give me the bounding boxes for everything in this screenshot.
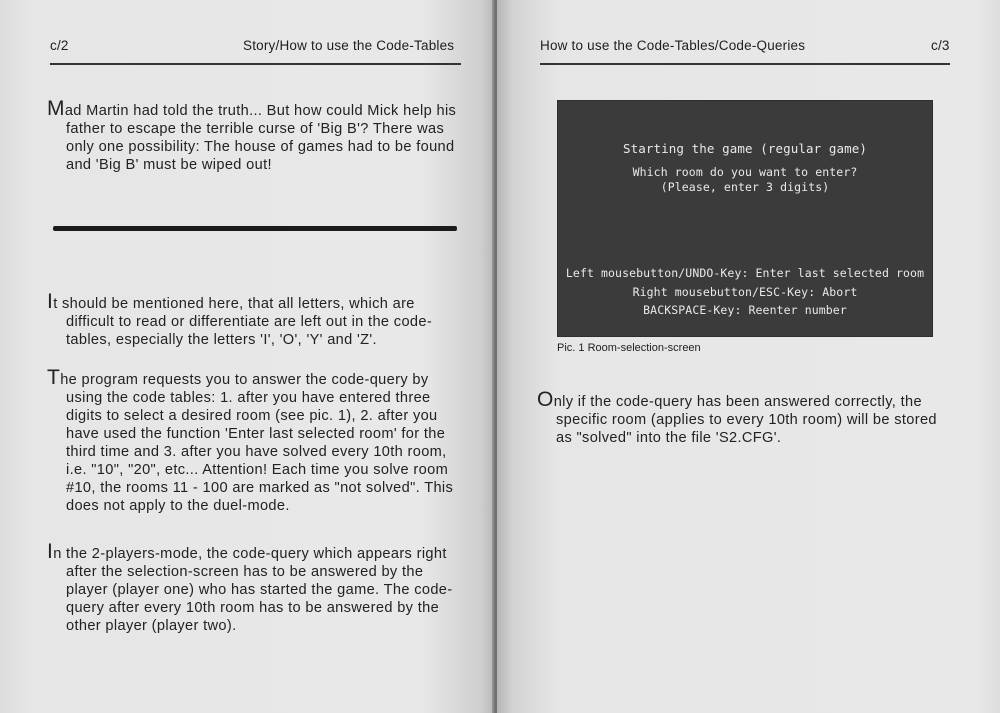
drop-cap: M	[47, 97, 65, 120]
paragraph-text: t should be mentioned here, that all letters, which are difficult to read or differentiate are left out in the code-tables, especially the letters 'I', 'O', 'Y' and 'Z'.	[53, 296, 433, 348]
left-page-number: c/2	[50, 38, 69, 53]
screen-help-backspace: BACKSPACE-Key: Reenter number	[643, 303, 847, 317]
right-header-rule	[540, 63, 950, 65]
screen-help-abort: Right mousebutton/ESC-Key: Abort	[632, 285, 858, 299]
room-selection-screenshot	[557, 100, 933, 337]
right-page-number: c/3	[931, 38, 950, 53]
screen-prompt-hint: (Please, enter 3 digits)	[660, 180, 830, 194]
figure-caption: Pic. 1 Room-selection-screen	[557, 342, 701, 354]
letters-paragraph	[47, 290, 465, 349]
section-divider	[53, 226, 457, 231]
paragraph-text: ad Martin had told the truth... But how could Mick help his father to escape the terrible curse of 'Big B'? There was only one possibility: The house of games had to be found and 'Big B' must be wiped out!	[64, 103, 457, 173]
screen-heading: Starting the game (regular game)	[622, 141, 868, 156]
drop-cap: T	[47, 366, 61, 389]
right-page	[497, 0, 1000, 713]
story-paragraph	[47, 97, 465, 174]
two-players-paragraph	[47, 540, 465, 635]
paragraph-text: nly if the code-query has been answered correctly, the specific room (applies to every 10th room) will be stored as "solved" into the file 'S2.CFG'.	[553, 394, 937, 446]
screen-help-undo: Left mousebutton/UNDO-Key: Enter last selected room	[565, 266, 925, 280]
drop-cap: I	[47, 290, 54, 313]
right-page-title: How to use the Code-Tables/Code-Queries	[540, 38, 806, 53]
left-header-rule	[50, 63, 461, 65]
screen-prompt: Which room do you want to enter?	[632, 165, 858, 179]
program-paragraph	[47, 366, 465, 515]
drop-cap: I	[47, 540, 54, 563]
left-page	[0, 0, 495, 713]
paragraph-text: he program requests you to answer the code-query by using the code tables: 1. after you have entered three digits to select a desired room (see pic. 1), 2. after you have used the function 'Enter last selected room' for the third time and 3. after you have solved every 10th room, i.e. "10", "20", etc... Attention! Each time you solve room #10, the rooms 11 - 100 are marked as "not solved". This does not apply to the duel-mode.	[60, 372, 454, 514]
only-paragraph	[537, 388, 957, 447]
left-page-title: Story/How to use the Code-Tables	[243, 38, 455, 53]
paragraph-text: n the 2-players-mode, the code-query which appears right after the selection-screen has to be answered by the player (player one) who has started the game. The code-query after every 10th room has to be answered by the other player (player two).	[53, 546, 453, 634]
drop-cap: O	[537, 388, 554, 411]
